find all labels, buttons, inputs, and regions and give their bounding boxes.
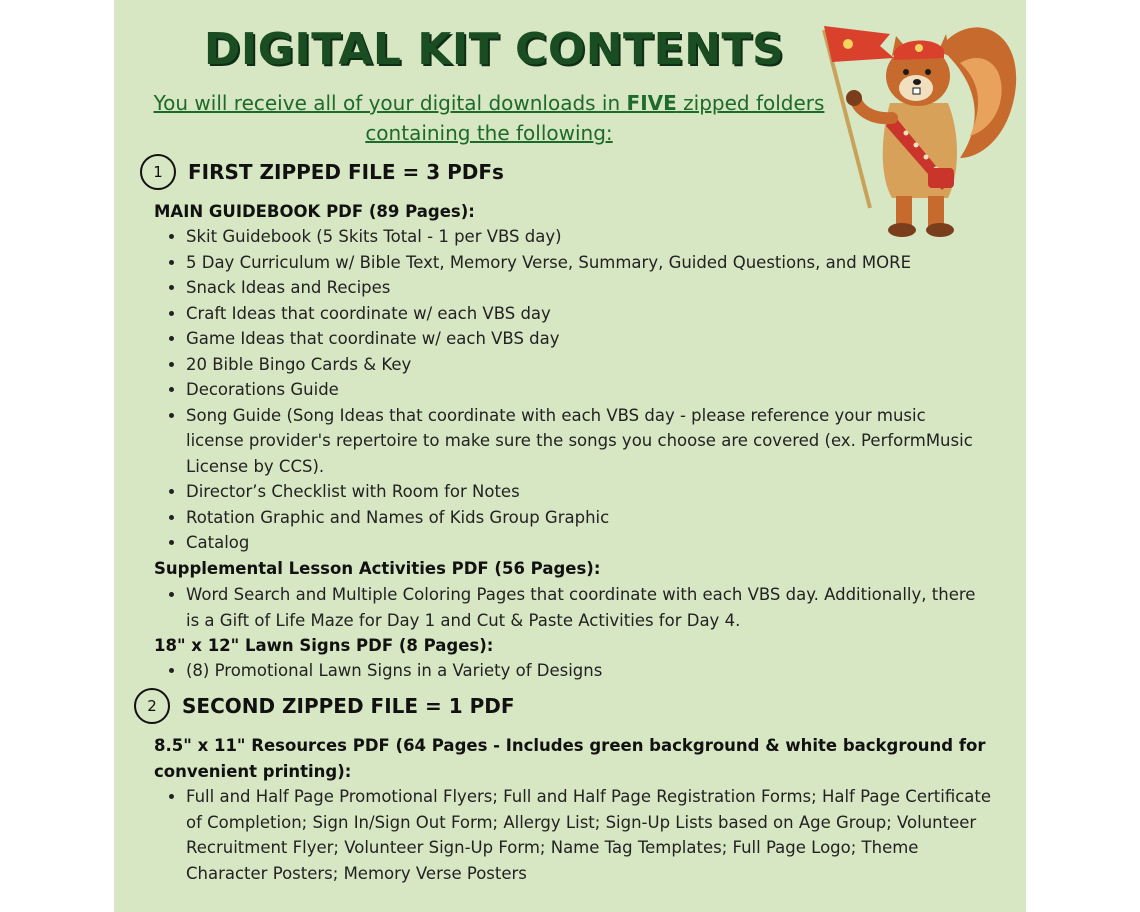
section-2-title: SECOND ZIPPED FILE = 1 PDF (182, 694, 515, 718)
content-panel (114, 0, 1026, 912)
group-lawn-signs-heading: 18" x 12" Lawn Signs PDF (8 Pages): (154, 636, 494, 655)
section-1-title: FIRST ZIPPED FILE = 3 PDFs (188, 160, 504, 184)
squirrel-mascot-icon (810, 8, 1020, 240)
section-2-heading (134, 688, 515, 724)
section-1-number: 1 (140, 154, 176, 190)
group-main-guidebook-heading: MAIN GUIDEBOOK PDF (89 Pages): (154, 202, 475, 221)
list-item: • Skit Guidebook (5 Skits Total - 1 per VBS day) (186, 224, 1026, 250)
resources-list (154, 784, 1026, 886)
lawn-signs-list (154, 658, 1026, 684)
main-guidebook-list (154, 224, 1026, 556)
list-item: • Full and Half Page Promotional Flyers; Full and Half Page Registration Forms; Half Page Certificate of Completion; Sign In/Sign Out Form; Allergy List; Sign-Up Lists based on Age Group; Volunteer Recruitment Flyer; Volunteer Sign-Up Form; Name Tag Templates; Full Page Logo; Theme Character Posters; Memory Verse Posters (186, 784, 996, 886)
list-item: • Snack Ideas and Recipes (186, 275, 1026, 301)
page-title: DIGITAL KIT CONTENTS (203, 24, 785, 75)
section-2-number: 2 (134, 688, 170, 724)
list-item: • (8) Promotional Lawn Signs in a Variety of Designs (186, 658, 1026, 684)
subtitle-after: zipped folders containing the following: (365, 91, 825, 145)
section-1-heading (140, 154, 504, 190)
subtitle-emphasis: FIVE (626, 91, 677, 115)
list-item: • Game Ideas that coordinate w/ each VBS day (186, 326, 1026, 352)
list-item: • 5 Day Curriculum w/ Bible Text, Memory Verse, Summary, Guided Questions, and MORE (186, 250, 1026, 276)
list-item: • Song Guide (Song Ideas that coordinate with each VBS day - please reference your music license provider's repertoire to make sure the songs you choose are covered (ex. PerformMusic License by CCS). (186, 403, 986, 480)
list-item: • Catalog (186, 530, 1026, 556)
list-item: • Decorations Guide (186, 377, 1026, 403)
list-item: • Craft Ideas that coordinate w/ each VBS day (186, 301, 1026, 327)
subtitle (134, 88, 844, 148)
subtitle-before: You will receive all of your digital downloads in (153, 91, 627, 115)
group-supplemental-heading: Supplemental Lesson Activities PDF (56 Pages): (154, 559, 601, 578)
list-item: • Word Search and Multiple Coloring Pages that coordinate with each VBS day. Additionally, there is a Gift of Life Maze for Day 1 and Cut & Paste Activities for Day 4. (186, 582, 986, 633)
list-item: • 20 Bible Bingo Cards & Key (186, 352, 1026, 378)
group-resources-heading: 8.5" x 11" Resources PDF (64 Pages - Includes green background & white background for convenient printing): (154, 736, 986, 781)
supplemental-list (154, 582, 1026, 633)
list-item: • Rotation Graphic and Names of Kids Group Graphic (186, 505, 1026, 531)
list-item: • Director’s Checklist with Room for Notes (186, 479, 1026, 505)
